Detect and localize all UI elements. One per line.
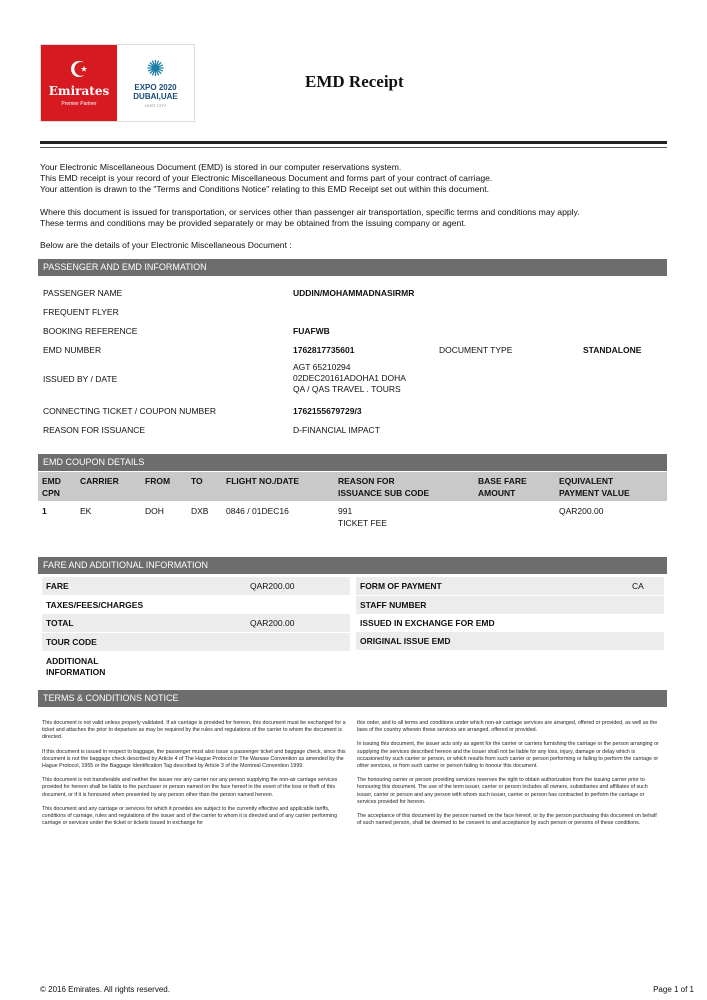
booking-reference-value: FUAFWB: [293, 326, 330, 336]
terms-paragraph: This document is not transferable and neither the issuer nor any carrier nor any person supplying the non-air carriage services provided for hereon shall be liable to the purchaser or person named on the face hereof in the event of the loss or theft of this document, or if it is honoured when presented by any person other than the person named hereon.: [42, 777, 338, 798]
col-header-from: FROM: [145, 476, 171, 486]
logo-box: [40, 44, 195, 122]
col-header-emd-cpn: [42, 475, 61, 499]
terms-paragraph: This document and any carriage or services for which it provides are subject to the currently effective and applicable tariffs, conditions of carriage, rules and regulations of the issuer and of the carrier to whom it is directed and of any carrier performing carriage or services under the ticket or tickets issued in exchange for: [42, 805, 338, 827]
emirates-logo-text: Emirates: [48, 83, 110, 98]
document-type-value: STANDALONE: [583, 345, 642, 355]
reason-for-issuance-label: REASON FOR ISSUANCE: [43, 425, 146, 435]
expo-logo-line3: HOST CITY: [144, 103, 167, 108]
form-of-payment-label: FORM OF PAYMENT: [360, 581, 442, 591]
additional-info-label: [46, 656, 105, 678]
additional-info-line: ADDITIONAL: [46, 656, 99, 666]
terms-column-right: [357, 720, 662, 834]
footer-page-number: Page 1 of 1: [653, 985, 694, 994]
col-header-line: REASON FOR: [338, 476, 395, 486]
intro-paragraph-3: Below are the details of your Electronic Miscellaneous Document :: [40, 240, 292, 250]
additional-info-line: INFORMATION: [46, 667, 106, 677]
intro-paragraph-1: [40, 162, 492, 195]
footer-copyright: © 2016 Emirates. All rights reserved.: [40, 985, 170, 994]
terms-paragraph: The acceptance of this document by the person named on the face hereof, or by the person purchasing this document on behalf of such named person, shall be deemed to be consent to and acceptance by such person or persons of these conditions.: [357, 813, 657, 827]
section-header-coupon: EMD COUPON DETAILS: [38, 454, 667, 471]
total-value: QAR200.00: [250, 618, 295, 628]
issued-by-line: 02DEC20161ADOHA1 DOHA: [293, 373, 406, 383]
fare-label: FARE: [46, 581, 69, 591]
intro-line: Your attention is drawn to the "Terms and Conditions Notice" relating to this EMD Receipt set out within this document.: [40, 184, 490, 194]
original-issue-row: [356, 632, 664, 650]
terms-paragraph: If this document is issued in respect to baggage, the passenger must also issue a passenger ticket and baggage check, since this document is not the baggage check described by Article 4 of The Hague Protocol or The Warsaw Convention as amended by the Hague Protocol, 1955 or the Baggage Identification Tag described by Article 3 of the Montreal Convention 1999.: [42, 748, 346, 770]
coupon-equivalent-cell: QAR200.00: [559, 506, 604, 516]
section-header-terms: TERMS & CONDITIONS NOTICE: [38, 690, 667, 707]
col-header-line: CPN: [42, 488, 60, 498]
staff-number-row: [356, 596, 664, 614]
passenger-name-value: UDDIN/MOHAMMADNASIRMR: [293, 288, 415, 298]
col-header-line: EMD: [42, 476, 61, 486]
fare-value: QAR200.00: [250, 581, 295, 591]
document-type-label: DOCUMENT TYPE: [439, 345, 513, 355]
emirates-calligraphy-icon: ☪: [69, 57, 89, 83]
header-divider-thin: [40, 147, 667, 148]
emd-number-label: EMD NUMBER: [43, 345, 102, 355]
expo-logo-line2: DUBAI,UAE: [133, 92, 178, 101]
expo-logo-line1: EXPO 2020: [134, 83, 177, 92]
page-title: EMD Receipt: [305, 72, 404, 91]
exchange-label: ISSUED IN EXCHANGE FOR EMD: [360, 618, 495, 628]
col-header-flight: FLIGHT NO./DATE: [226, 476, 300, 486]
issued-by-line: AGT 65210294: [293, 362, 351, 372]
total-label: TOTAL: [46, 618, 74, 628]
tour-code-row: [42, 633, 350, 651]
col-header-base-fare: [478, 475, 527, 499]
coupon-reason-cell: [338, 505, 387, 529]
original-issue-label: ORIGINAL ISSUE EMD: [360, 636, 451, 646]
issued-by-label: ISSUED BY / DATE: [43, 374, 118, 384]
section-header-passenger: PASSENGER AND EMD INFORMATION: [38, 259, 667, 276]
fare-row: [42, 577, 350, 595]
frequent-flyer-label: FREQUENT FLYER: [43, 307, 119, 317]
emirates-logo-subtext: Premier Partner: [61, 100, 97, 107]
section-header-fare: FARE AND ADDITIONAL INFORMATION: [38, 557, 667, 574]
tour-code-label: TOUR CODE: [46, 637, 97, 647]
taxes-row: [42, 596, 350, 614]
coupon-reason-line: TICKET FEE: [338, 518, 387, 528]
coupon-cpn-cell: 1: [42, 506, 47, 516]
passenger-name-label: PASSENGER NAME: [43, 288, 123, 298]
col-header-reason: [338, 475, 429, 499]
emd-number-value: 1762817735601: [293, 345, 355, 355]
terms-paragraph: The honouring carrier or person providing services reserves the right to obtain authorization from the issuing carrier prior to honouring this document. The use of the term issuer, carrier or person includes all owners, subsidiaries and affiliates of such issuer, carrier or person and any person with whom such issuer, carrier or person has contracted to perform the carriage or services provided for hereon.: [357, 777, 648, 805]
intro-line: This EMD receipt is your record of your Electronic Miscellaneous Document and forms part of your contract of carriage.: [40, 173, 493, 183]
expo-emblem-icon: ✺: [146, 56, 165, 81]
terms-paragraph: this order, and to all terms and conditions under which non-air carriage services are arranged, offered or provided, as well as the laws of the country wherein these services are arranged, offered or provided.: [357, 720, 658, 734]
terms-column-left: [42, 720, 347, 834]
staff-number-label: STAFF NUMBER: [360, 600, 427, 610]
expo-logo: [117, 45, 194, 121]
col-header-to: TO: [191, 476, 203, 486]
intro-line: Where this document is issued for transportation, or services other than passenger air transportation, specific terms and conditions may apply.: [40, 207, 580, 217]
form-of-payment-value: CA: [632, 581, 644, 591]
booking-reference-label: BOOKING REFERENCE: [43, 326, 138, 336]
col-header-equivalent: [559, 475, 630, 499]
total-row: [42, 614, 350, 632]
header-divider: [40, 141, 667, 144]
col-header-line: AMOUNT: [478, 488, 516, 498]
form-of-payment-row: [356, 577, 664, 595]
coupon-carrier-cell: EK: [80, 506, 92, 516]
connecting-ticket-label: CONNECTING TICKET / COUPON NUMBER: [43, 406, 217, 416]
coupon-from-cell: DOH: [145, 506, 164, 516]
coupon-reason-line: 991: [338, 506, 353, 516]
reason-for-issuance-value: D-FINANCIAL IMPACT: [293, 425, 380, 435]
emirates-logo: [41, 45, 117, 121]
col-header-line: BASE FARE: [478, 476, 527, 486]
terms-paragraph: In issuing this document, the issuer acts only as agent for the carrier or carriers furnishing the carriage or the person arranging or supplying the services described hereon and the issuer shall not be liable for any loss, injury, damage or delay which is occasioned by such carrier or person, or which results from such carrier or person performing or failing to perform the carriage or other services, or from such carrier or person failing to honour this document.: [357, 741, 659, 770]
coupon-flight-cell: 0846 / 01DEC16: [226, 506, 289, 516]
col-header-line: PAYMENT VALUE: [559, 488, 630, 498]
col-header-line: EQUIVALENT: [559, 476, 614, 486]
terms-paragraph: This document is not valid unless properly validated. If air carriage is provided for hereon, this document must be exchanged for a ticket and attaches the prior to departure as may be required by the rules and regulations of the carrier to whom the document is directed.: [42, 720, 346, 741]
taxes-label: TAXES/FEES/CHARGES: [46, 600, 144, 610]
intro-line: These terms and conditions may be provided separately or may be obtained from the issuing company or agent.: [40, 218, 467, 228]
connecting-ticket-value: 1762155679729/3: [293, 406, 362, 416]
intro-line: Your Electronic Miscellaneous Document (EMD) is stored in our computer reservations system.: [40, 162, 402, 172]
intro-paragraph-2: [40, 207, 580, 229]
coupon-to-cell: DXB: [191, 506, 209, 516]
issued-by-line: QA / QAS TRAVEL . TOURS: [293, 384, 401, 394]
exchange-row: [356, 614, 664, 632]
issued-by-value: [293, 362, 406, 395]
col-header-line: ISSUANCE SUB CODE: [338, 488, 430, 498]
col-header-carrier: CARRIER: [80, 476, 119, 486]
